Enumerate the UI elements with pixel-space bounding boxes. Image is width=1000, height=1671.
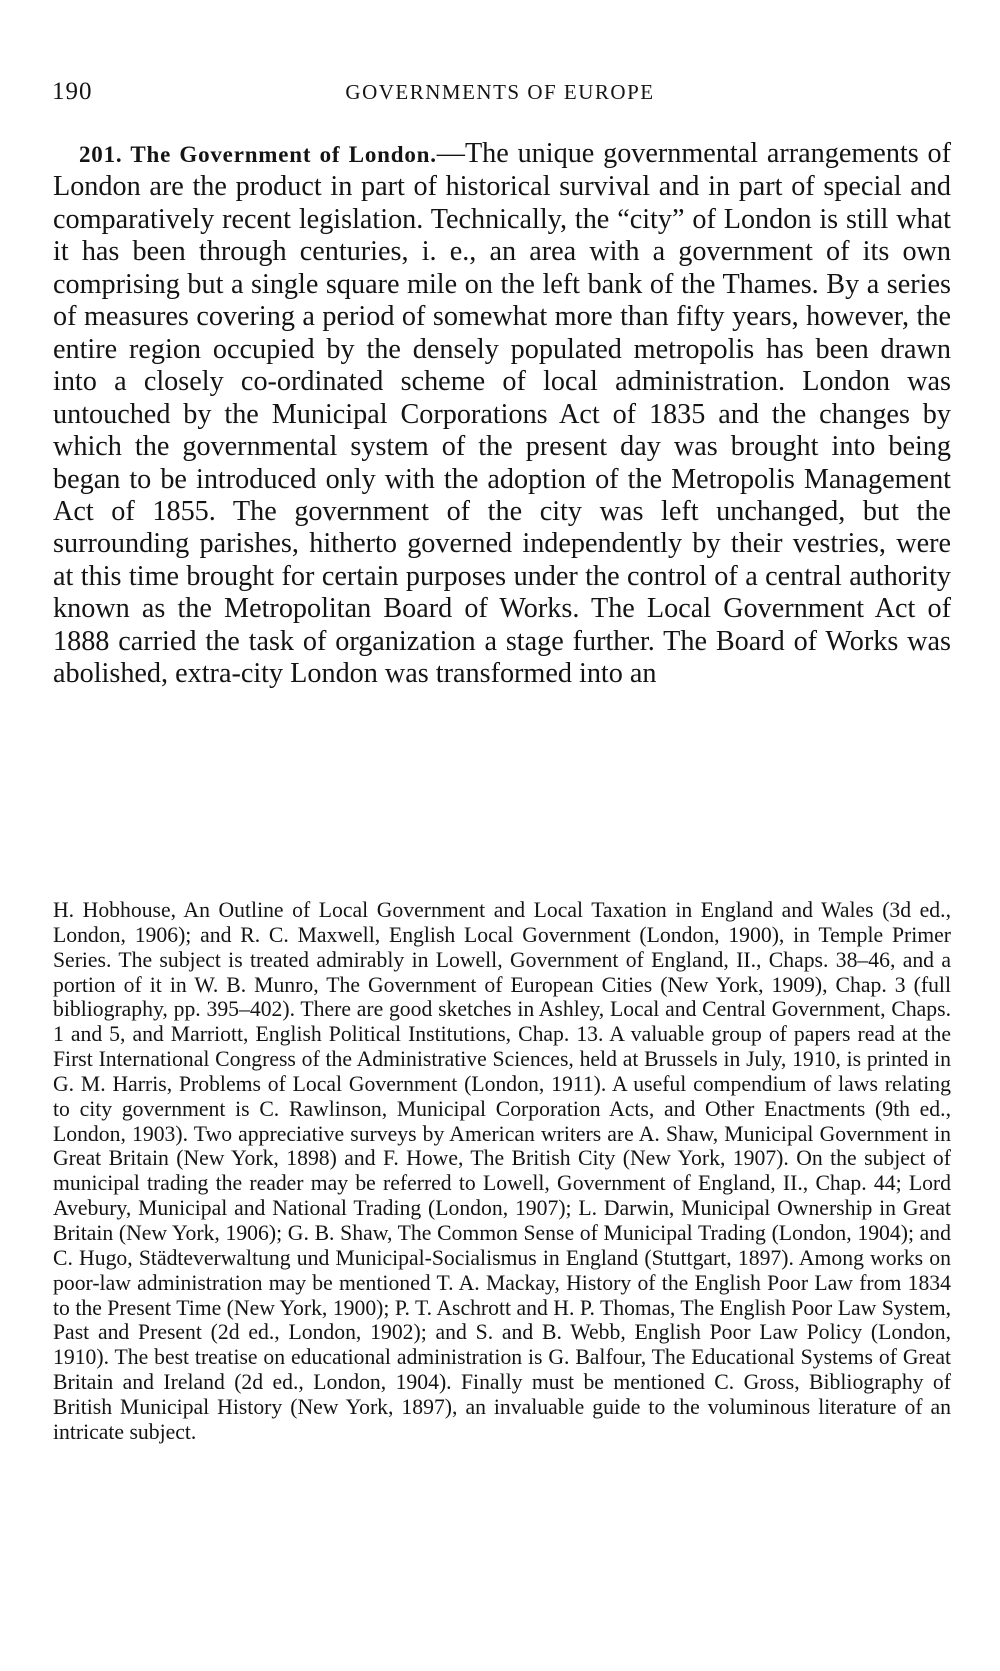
running-head <box>52 78 948 112</box>
footnote: H. Hobhouse, An Outline of Local Government and Local Taxation in England and Wales (3d ed., London, 1906); and R. C. Maxwell, English Local Government (London, 1900), in Temple Primer Series. The subject is treated admirably in Lowell, Government of England, II., Chaps. 38–46, and a portion of it in W. B. Munro, The Government of European Cities (New York, 1909), Chap. 3 (full bibliography, pp. 395–402). There are good sketches in Ashley, Local and Central Government, Chaps. 1 and 5, and Marriott, English Political Institutions, Chap. 13. A valuable group of papers read at the First International Congress of the Administrative Sciences, held at Brussels in July, 1910, is printed in G. M. Harris, Problems of Local Government (London, 1911). A useful compendium of laws relating to city government is C. Rawlinson, Municipal Corporation Acts, and Other Enactments (9th ed., London, 1903). Two appreciative surveys by American writers are A. Shaw, Municipal Government in Great Britain (New York, 1898) and F. Howe, The British City (New York, 1907). On the subject of municipal trading the reader may be referred to Lowell, Government of England, II., Chap. 44; Lord Avebury, Municipal and National Trading (London, 1907); L. Darwin, Municipal Ownership in Great Britain (New York, 1906); G. B. Shaw, The Common Sense of Municipal Trading (London, 1904); and C. Hugo, Städteverwaltung und Municipal-Socialismus in England (Stuttgart, 1897). Among works on poor-law administration may be mentioned T. A. Mackay, History of the English Poor Law from 1834 to the Present Time (New York, 1900); P. T. Aschrott and H. P. Thomas, The English Poor Law System, Past and Present (2d ed., London, 1902); and S. and B. Webb, English Poor Law Policy (London, 1910). The best treatise on educational administration is G. Balfour, The Educational Systems of Great Britain and Ireland (2d ed., London, 1904). Finally must be mentioned C. Gross, Bibliography of British Municipal History (New York, 1897), an invaluable guide to the voluminous literature of an intricate subject. <box>53 898 951 1444</box>
page-number: 190 <box>52 78 93 105</box>
section-body: —The unique governmental arrangements of London are the product in part of historical survival and in part of special and comparatively recent legislation. Technically, the “city” of London is still what it has been through centuries, i. e., an area with a government of its own comprising but a single square mile on the left bank of the Thames. By a series of measures covering a period of somewhat more than fifty years, however, the entire region occupied by the densely populated metropolis has been drawn into a closely co-ordinated scheme of local administration. London was untouched by the Municipal Corporations Act of 1835 and the changes by which the governmental system of the present day was brought into being began to be introduced only with the adoption of the Metropolis Management Act of 1855. The government of the city was left unchanged, but the surrounding parishes, hitherto governed independently by their vestries, were at this time brought for certain purposes under the control of a central authority known as the Metropolitan Board of Works. The Local Government Act of 1888 carried the task of organization a stage further. The Board of Works was abolished, extra-city London was transformed into an <box>53 138 952 690</box>
section-heading: 201. The Government of London. <box>79 142 437 167</box>
running-title: GOVERNMENTS OF EUROPE <box>345 80 655 104</box>
section-paragraph <box>53 138 951 691</box>
